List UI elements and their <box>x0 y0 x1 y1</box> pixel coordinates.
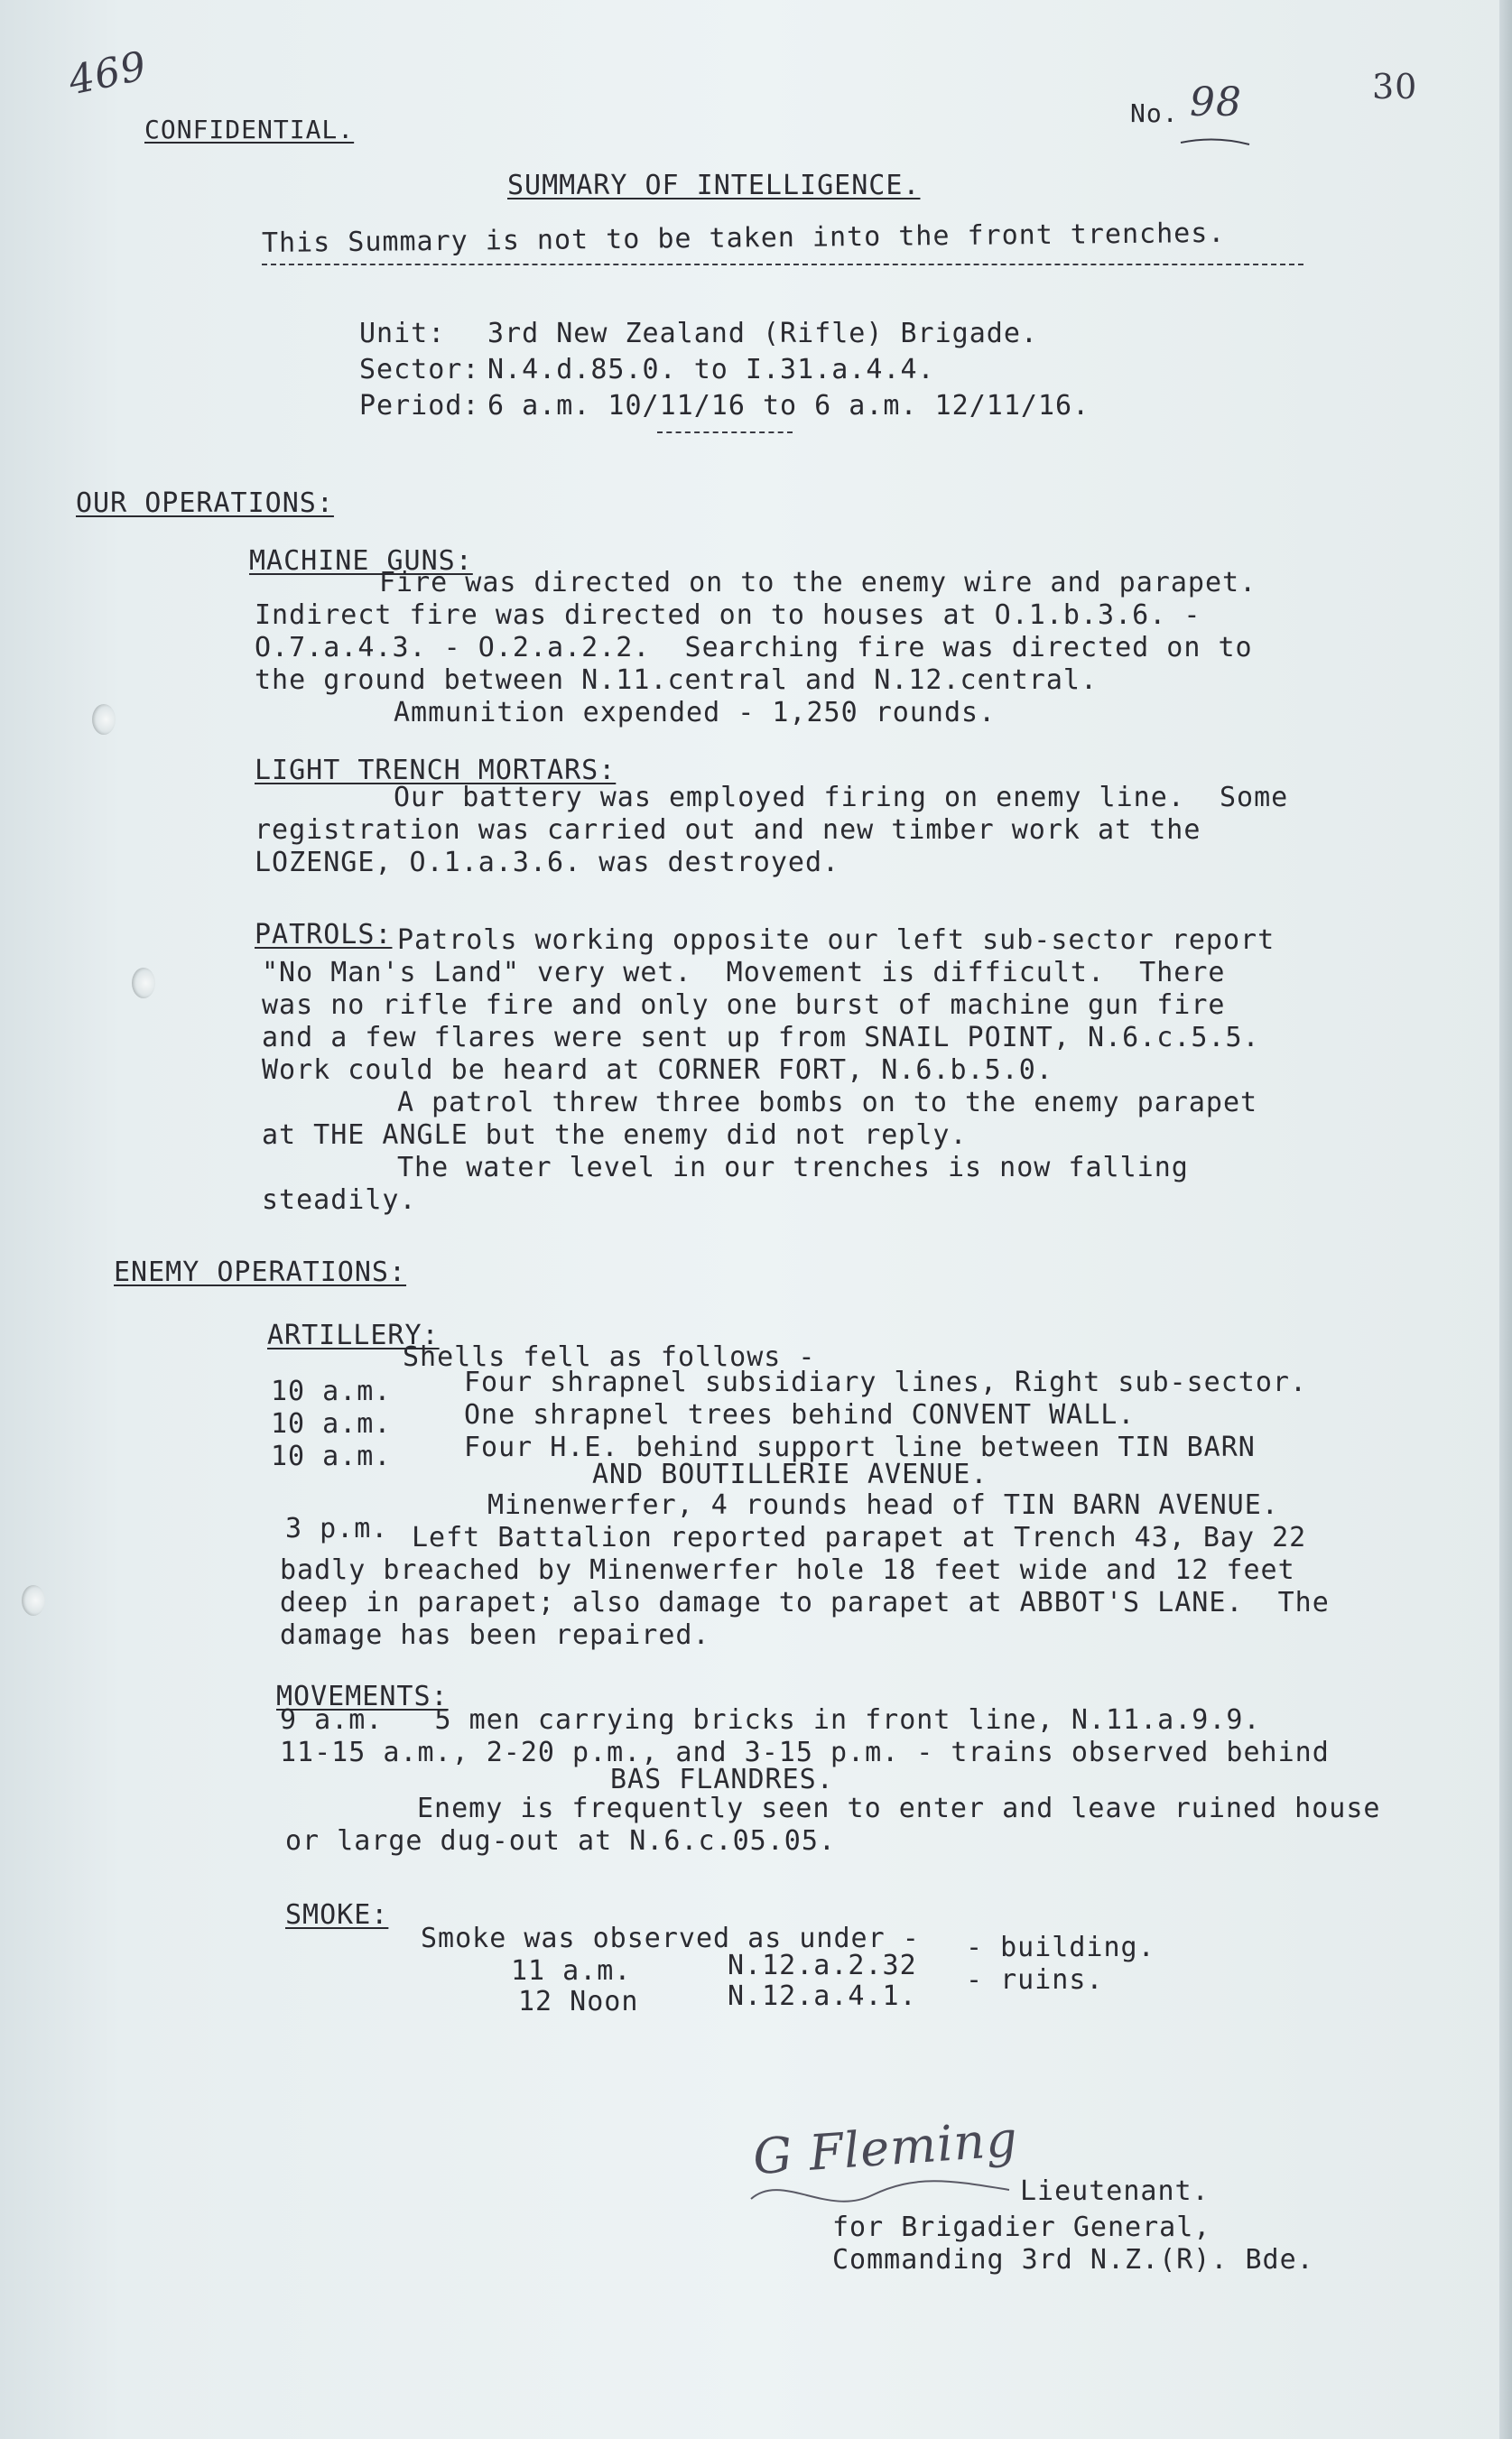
handwritten-signature: G Fleming <box>751 2110 1020 2186</box>
mg-line-5: Ammunition expended - 1,250 rounds. <box>394 697 997 728</box>
punch-hole <box>132 968 155 998</box>
subheading-smoke: SMOKE: <box>285 1899 389 1931</box>
movements-line-3: BAS FLANDRES. <box>610 1764 834 1795</box>
folio-number-right: 30 <box>1372 67 1418 107</box>
artillery-time: 10 a.m. <box>271 1408 392 1440</box>
patrol-line-2: "No Man's Land" very wet. Movement is difficult. There <box>262 957 1226 988</box>
patrol-line-4: and a few flares were sent up from SNAIL POINT, N.6.c.5.5. <box>262 1022 1260 1053</box>
sector-value: N.4.d.85.0. to I.31.a.4.4. <box>487 354 935 385</box>
document-title: SUMMARY OF INTELLIGENCE. <box>507 170 921 201</box>
patrol-line-6: A patrol threw three bombs on to the enemy parapet <box>397 1087 1258 1118</box>
artillery-description: Four H.E. behind support line between TIN BARN <box>464 1432 1256 1463</box>
subheading-patrols: PATROLS: <box>255 919 393 951</box>
smoke-description: - ruins. <box>966 1964 1104 1996</box>
smoke-grid-ref: N.12.a.2.32 <box>728 1950 917 1981</box>
ltm-line-1: Our battery was employed firing on enemy line. Some <box>394 782 1289 813</box>
section-heading-our-operations: OUR OPERATIONS: <box>76 487 334 519</box>
smoke-intro: Smoke was observed as under - <box>421 1923 920 1954</box>
section-heading-enemy-operations: ENEMY OPERATIONS: <box>114 1257 407 1288</box>
patrol-line-3: was no rifle fire and only one burst of machine gun fire <box>262 989 1226 1021</box>
artillery-time: 10 a.m. <box>271 1376 392 1407</box>
signatory-for-line: for Brigadier General, <box>832 2212 1211 2243</box>
ltm-line-2: registration was carried out and new timber work at the <box>255 814 1201 846</box>
artillery-report-line-1: Left Battalion reported parapet at Trench 43, Bay 22 <box>412 1522 1307 1553</box>
mg-line-4: the ground between N.11.central and N.12.central. <box>255 664 1099 696</box>
artillery-description: One shrapnel trees behind CONVENT WALL. <box>464 1399 1136 1431</box>
subheading-movements: MOVEMENTS: <box>276 1681 449 1712</box>
document-number-value: 98 <box>1190 79 1242 125</box>
smoke-time: 11 a.m. <box>511 1955 632 1987</box>
document-number-label: No. <box>1130 98 1179 128</box>
artillery-description: Four shrapnel subsidiary lines, Right sub-sector. <box>464 1367 1308 1398</box>
period-label: Period: <box>359 390 480 422</box>
artillery-intro: Shells fell as follows - <box>403 1341 816 1373</box>
signatory-command-line: Commanding 3rd N.Z.(R). Bde. <box>832 2244 1314 2276</box>
movements-line-2: 11-15 a.m., 2-20 p.m., and 3-15 p.m. - trains observed behind <box>280 1737 1330 1768</box>
notice-rule <box>262 264 1303 265</box>
subheading-machine-guns: MACHINE GUNS: <box>249 545 473 577</box>
handling-notice: This Summary is not to be taken into the front trenches. <box>261 217 1226 259</box>
classification-label: CONFIDENTIAL. <box>144 115 355 144</box>
mg-line-2: Indirect fire was directed on to houses at O.1.b.3.6. - <box>255 599 1201 631</box>
signatory-rank: Lieutenant. <box>1020 2175 1210 2207</box>
smoke-description: - building. <box>966 1932 1155 1963</box>
artillery-description: Minenwerfer, 4 rounds head of TIN BARN AVENUE. <box>487 1489 1279 1521</box>
mg-line-1: Fire was directed on to the enemy wire and parapet. <box>379 567 1257 598</box>
artillery-time: 3 p.m. <box>285 1513 389 1544</box>
smoke-time: 12 Noon <box>518 1986 639 2017</box>
artillery-time: 10 a.m. <box>271 1441 392 1472</box>
patrol-line-8: The water level in our trenches is now falling <box>397 1152 1189 1183</box>
unit-label: Unit: <box>359 318 446 349</box>
movements-line-4: Enemy is frequently seen to enter and leave ruined house <box>417 1793 1381 1824</box>
page-edge-shadow <box>1499 0 1512 2439</box>
unit-value: 3rd New Zealand (Rifle) Brigade. <box>487 318 1038 349</box>
punch-hole <box>22 1585 45 1616</box>
artillery-report-line-3: deep in parapet; also damage to parapet at ABBOT'S LANE. The <box>280 1587 1330 1618</box>
patrol-line-7: at THE ANGLE but the enemy did not reply. <box>262 1119 968 1151</box>
artillery-description-cont: AND BOUTILLERIE AVENUE. <box>592 1459 988 1490</box>
mg-line-3: O.7.a.4.3. - O.2.a.2.2. Searching fire was directed on to <box>255 632 1253 663</box>
artillery-report-line-2: badly breached by Minenwerfer hole 18 feet wide and 12 feet <box>280 1554 1295 1586</box>
patrol-line-9: steadily. <box>262 1184 417 1216</box>
subheading-light-trench-mortars: LIGHT TRENCH MORTARS: <box>255 755 617 786</box>
punch-hole <box>92 704 116 735</box>
movements-line-5: or large dug-out at N.6.c.05.05. <box>285 1825 836 1857</box>
artillery-report-line-4: damage has been repaired. <box>280 1619 710 1651</box>
smoke-grid-ref: N.12.a.4.1. <box>728 1980 917 2012</box>
ltm-line-3: LOZENGE, O.1.a.3.6. was destroyed. <box>255 847 840 878</box>
number-underline-stroke <box>1179 134 1251 152</box>
period-value: 6 a.m. 10/11/16 to 6 a.m. 12/11/16. <box>487 390 1090 422</box>
folio-number-left: 469 <box>64 42 152 105</box>
unit-block-rule <box>657 431 793 433</box>
movements-line-1: 9 a.m. 5 men carrying bricks in front line, N.11.a.9.9. <box>280 1704 1261 1736</box>
sector-label: Sector: <box>359 354 480 385</box>
patrol-line-5: Work could be heard at CORNER FORT, N.6.b.5.0. <box>262 1054 1053 1086</box>
subheading-artillery: ARTILLERY: <box>267 1320 440 1351</box>
patrol-line-1: Patrols working opposite our left sub-sector report <box>397 924 1275 956</box>
